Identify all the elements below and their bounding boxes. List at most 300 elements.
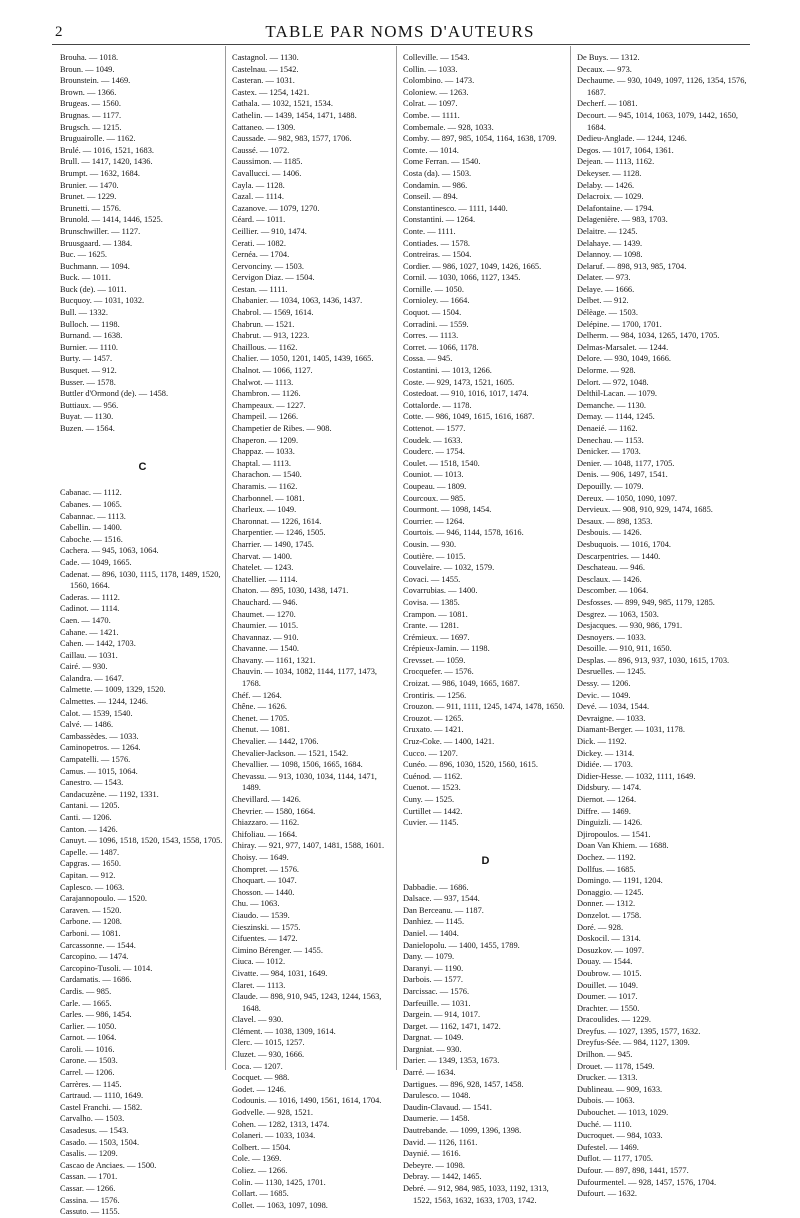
- index-entry: Carajannopoulo. — 1520.: [60, 894, 147, 904]
- index-entry: Buchmann. — 1094.: [60, 261, 130, 271]
- index-entry: Denier. — 1048, 1177, 1705.: [577, 458, 675, 468]
- index-entry: Charpentier. — 1246, 1505.: [232, 528, 326, 538]
- index-entry: Drilhon. — 945.: [577, 1050, 633, 1060]
- index-entry: Debeyre. — 1098.: [403, 1160, 465, 1170]
- index-entry: Darulesco. — 1048.: [403, 1091, 471, 1101]
- index-entry: Denis. — 906, 1497, 1541.: [577, 470, 668, 480]
- index-entry: Carrères. — 1145.: [60, 1079, 122, 1089]
- index-entry: Dollfus. — 1685.: [577, 864, 636, 874]
- index-entry: Carlier. — 1050.: [60, 1021, 117, 1031]
- index-entry: Cadinot. — 1114.: [60, 604, 120, 614]
- index-entry: Ceillier. — 910, 1474.: [232, 226, 307, 236]
- index-entry: Chauvin. — 1034, 1082, 1144, 1177, 1473, 1768.: [232, 667, 378, 689]
- index-entry: Degos. — 1017, 1064, 1361.: [577, 145, 674, 155]
- index-entry: Charvat. — 1400.: [232, 551, 293, 561]
- index-entry: Campatelli. — 1576.: [60, 755, 131, 765]
- index-entry: Brouha. — 1018.: [60, 53, 119, 62]
- index-entry: Dosuzkov. — 1097.: [577, 945, 644, 955]
- index-entry: Coquot. — 1504.: [403, 308, 462, 318]
- index-entry: Caussé. — 1072.: [232, 145, 290, 155]
- index-entry: Cimino Bérenger. — 1455.: [232, 945, 323, 955]
- index-entry: Coupeau. — 1809.: [403, 481, 467, 491]
- index-entry: Brown. — 1366.: [60, 87, 117, 97]
- index-entry: Cottalorde. — 1178.: [403, 400, 472, 410]
- index-entry: Couderc. — 1754.: [403, 447, 465, 457]
- index-entry: Cossa. — 945.: [403, 354, 453, 364]
- index-entry: Coca. — 1207.: [232, 1061, 283, 1071]
- index-entry: Bull. — 1332.: [60, 308, 108, 318]
- index-entry: Charachon. — 1540.: [232, 470, 302, 480]
- index-entry: Daynié. — 1616.: [403, 1149, 461, 1159]
- index-entry: Chavannaz. — 910.: [232, 632, 299, 642]
- index-entry: Chatelet. — 1243.: [232, 563, 294, 573]
- index-entry: Djiropoulos. — 1541.: [577, 829, 651, 839]
- column-divider: [225, 46, 226, 1070]
- index-entry: Chevillard. — 1426.: [232, 795, 301, 804]
- index-entry: Dinguizli. — 1426.: [577, 818, 643, 828]
- index-entry: Collart. — 1685.: [232, 1189, 289, 1199]
- index-entry: Covaci. — 1455.: [403, 574, 461, 584]
- index-entry: Desruelles. — 1245.: [577, 667, 646, 677]
- index-entry: Charbonnel. — 1081.: [232, 493, 305, 503]
- index-entry: Cascao de Anciaes. — 1500.: [60, 1160, 157, 1170]
- index-entry: Delaby. — 1426.: [577, 180, 635, 190]
- index-entry: Dickey. — 1314.: [577, 748, 635, 758]
- index-entry: Darré. — 1634.: [403, 1068, 456, 1078]
- section-letter: C: [138, 460, 147, 473]
- index-entry: Bucquoy. — 1031, 1032.: [60, 296, 145, 306]
- index-entry: Chifoliau. — 1664.: [232, 829, 298, 839]
- index-entry: Carvalho. — 1503.: [60, 1114, 125, 1124]
- index-entry: Brunschwiller. — 1127.: [60, 226, 141, 236]
- index-column-2: [232, 52, 397, 1210]
- index-entry: Cohen. — 1282, 1313, 1474.: [232, 1119, 330, 1129]
- index-entry: Cruz-Coke. — 1400, 1421.: [403, 737, 495, 747]
- page-number: 2: [55, 24, 63, 40]
- index-entry: Darget. — 1162, 1471, 1472.: [403, 1021, 501, 1031]
- index-entry: Cordier. — 986, 1027, 1049, 1426, 1665.: [403, 261, 542, 271]
- index-entry: Desclaux. — 1426.: [577, 574, 642, 584]
- index-entry: Contiades. — 1578.: [403, 238, 470, 248]
- index-entry: Burty. — 1457.: [60, 354, 113, 364]
- index-entry: Dan Berceanu. — 1187.: [403, 905, 484, 915]
- page-title: TABLE PAR NOMS D'AUTEURS: [265, 22, 535, 41]
- index-entry: Delaitre. — 1245.: [577, 226, 638, 236]
- index-entry: Denaeié. — 1162.: [577, 424, 638, 433]
- index-entry: Chenet. — 1705.: [232, 713, 290, 723]
- index-entry: Doskocil. — 1314.: [577, 934, 641, 944]
- index-entry: Cervonciny. — 1503.: [232, 261, 305, 271]
- index-entry: Codounis. — 1016, 1490, 1561, 1614, 1704.: [232, 1096, 382, 1106]
- index-entry: Cunéo. — 896, 1030, 1520, 1560, 1615.: [403, 760, 538, 770]
- blank-line: [403, 870, 568, 882]
- index-entry: Casalis. — 1209.: [60, 1149, 118, 1159]
- index-entry: Desplas. — 896, 913, 937, 1030, 1615, 1703.: [577, 655, 730, 665]
- index-entry: Darfeuille. — 1031.: [403, 998, 471, 1008]
- index-entry: Choquart. — 1047.: [232, 876, 297, 886]
- index-entry: Decherf. — 1081.: [577, 99, 638, 109]
- index-entry: Cernéa. — 1704.: [232, 250, 290, 260]
- index-entry: Coudek. — 1633.: [403, 435, 463, 445]
- index-entry: Carcopino. — 1474.: [60, 952, 129, 962]
- index-entry: Colleville. — 1543.: [403, 53, 470, 62]
- index-entry: Caboche. — 1516.: [60, 534, 123, 544]
- index-entry: Cuvier. — 1145.: [403, 818, 459, 828]
- index-entry: Chevalier. — 1442, 1706.: [232, 737, 319, 747]
- index-entry: Duflot. — 1177, 1705.: [577, 1154, 653, 1164]
- index-entry: Donaggio. — 1245.: [577, 887, 644, 897]
- index-entry: Corret. — 1066, 1178.: [403, 342, 479, 352]
- index-entry: Conseil. — 894.: [403, 192, 458, 202]
- index-entry: Ducroquet. — 984, 1033.: [577, 1131, 663, 1141]
- index-entry: Courcoux. — 985.: [403, 493, 466, 503]
- index-entry: Dufour. — 897, 898, 1441, 1577.: [577, 1166, 689, 1175]
- blank-line: [403, 829, 568, 841]
- index-entry: Chaillous. — 1162.: [232, 342, 298, 352]
- index-entry: Delafontaine. — 1794.: [577, 203, 654, 213]
- index-entry: Dreyfus. — 1027, 1395, 1577, 1632.: [577, 1026, 701, 1036]
- index-entry: Buyat. — 1130.: [60, 412, 114, 422]
- index-entry: Cathala. — 1032, 1521, 1534.: [232, 99, 333, 109]
- index-entry: Carrel. — 1206.: [60, 1068, 115, 1078]
- index-entry: Dreyfus-Sée. — 984, 1127, 1309.: [577, 1038, 690, 1048]
- index-entry: Charonnat. — 1226, 1614.: [232, 516, 322, 526]
- index-entry: Cabanac. — 1112.: [60, 488, 122, 498]
- index-entry: Caplesco. — 1063.: [60, 882, 125, 892]
- index-entry: Collet. — 1063, 1097, 1098.: [232, 1200, 328, 1210]
- index-entry: Brunier. — 1470.: [60, 180, 119, 190]
- index-entry: Burnand. — 1638.: [60, 331, 123, 341]
- index-entry: Debré. — 912, 984, 985, 1033, 1192, 1313, 1522, 1563, 1632, 1633, 1703, 1742.: [403, 1184, 549, 1205]
- index-entry: Burnier. — 1110.: [60, 342, 118, 352]
- index-entry: Godet. — 1246.: [232, 1084, 286, 1094]
- index-entry: Delahaye. — 1439.: [577, 238, 643, 248]
- index-entry: Cassina. — 1576.: [60, 1195, 120, 1205]
- index-entry: Collin. — 1033.: [403, 64, 458, 74]
- index-entry: Decourt. — 945, 1014, 1063, 1079, 1442, 1650, 1684.: [577, 110, 738, 132]
- index-entry: Danhiez. — 1145.: [403, 917, 465, 927]
- index-entry: Coliez. — 1266.: [232, 1166, 288, 1175]
- index-entry: De Buys. — 1312.: [577, 53, 640, 62]
- index-entry: Caroli. — 1016.: [60, 1044, 115, 1054]
- index-entry: Dubouchet. — 1013, 1029.: [577, 1108, 669, 1118]
- index-entry: Canuyt. — 1096, 1518, 1520, 1543, 1558, 1705.: [60, 836, 223, 846]
- index-entry: Capelle. — 1487.: [60, 847, 120, 857]
- index-entry: Devraigne. — 1033.: [577, 713, 646, 723]
- index-entry: Cabannac. — 1113.: [60, 511, 126, 521]
- index-entry: Chosson. — 1440.: [232, 887, 295, 897]
- index-entry: Doubrow. — 1015.: [577, 968, 642, 978]
- index-entry: Daudin-Clavaud. — 1541.: [403, 1102, 492, 1112]
- index-entry: Delacroix. — 1029.: [577, 192, 644, 202]
- index-entry: Brounstein. — 1469.: [60, 76, 131, 86]
- index-entry: Diamant-Berger. — 1031, 1178.: [577, 725, 685, 735]
- index-entry: Busquet. — 912.: [60, 366, 117, 376]
- index-entry: Castelnau. — 1542.: [232, 64, 299, 74]
- index-entry: Cousin. — 930.: [403, 539, 457, 549]
- index-entry: Chabanier. — 1034, 1063, 1436, 1437.: [232, 296, 363, 306]
- index-entry: Courmont. — 1098, 1454.: [403, 505, 492, 515]
- index-entry: Diernot. — 1264.: [577, 795, 637, 804]
- index-entry: Cornioley. — 1664.: [403, 296, 470, 306]
- page-header: [0, 20, 800, 44]
- index-entry: Dalsace. — 937, 1544.: [403, 894, 480, 904]
- index-entry: Dervieux. — 908, 910, 929, 1474, 1685.: [577, 505, 713, 515]
- index-entry: Camus. — 1015, 1064.: [60, 766, 138, 776]
- index-entry: Charrier. — 1490, 1745.: [232, 539, 314, 549]
- header-rule: [52, 44, 750, 45]
- index-entry: Corradini. — 1559.: [403, 319, 469, 329]
- index-entry: Chaumet. — 1270.: [232, 609, 296, 619]
- index-entry: Corres. — 1113.: [403, 331, 459, 341]
- index-entry: Chaton. — 895, 1030, 1438, 1471.: [232, 586, 349, 596]
- index-entry: Contreiras. — 1504.: [403, 250, 472, 260]
- index-entry: Cantani. — 1205.: [60, 801, 120, 811]
- index-entry: Cestan. — 1111.: [232, 284, 288, 294]
- index-entry: Delannoy. — 1098.: [577, 250, 643, 260]
- index-entry: Cuenot. — 1523.: [403, 783, 461, 793]
- index-entry: Claret. — 1113.: [232, 980, 286, 990]
- index-entry: Bulloch. — 1198.: [60, 319, 120, 329]
- index-entry: Daumerie. — 1458.: [403, 1114, 470, 1124]
- index-entry: Coloniew. — 1263.: [403, 87, 469, 97]
- index-entry: Castex. — 1254, 1421.: [232, 87, 310, 97]
- index-column-1: [60, 52, 225, 1217]
- index-entry: Chabrol. — 1569, 1614.: [232, 308, 314, 318]
- index-entry: Buck. — 1011.: [60, 273, 111, 283]
- index-entry: Caminopetros. — 1264.: [60, 743, 141, 753]
- index-entry: Casado. — 1503, 1504.: [60, 1137, 140, 1147]
- index-entry: Cruxato. — 1421.: [403, 725, 464, 735]
- index-entry: Didier-Hesse. — 1032, 1111, 1649.: [577, 771, 696, 781]
- index-entry: Chenut. — 1081.: [232, 725, 290, 735]
- index-entry: Crevsset. — 1059.: [403, 655, 466, 665]
- index-entry: Canestro. — 1543.: [60, 778, 124, 788]
- index-entry: Delaruf. — 898, 913, 985, 1704.: [577, 261, 687, 271]
- index-entry: Charleux. — 1049.: [232, 505, 297, 515]
- index-entry: Cardis. — 985.: [60, 986, 112, 996]
- index-entry: Delherm. — 984, 1034, 1265, 1470, 1705.: [577, 331, 720, 341]
- index-entry: Carboni. — 1081.: [60, 928, 121, 938]
- index-entry: Desfosses. — 899, 949, 985, 1179, 1285.: [577, 597, 715, 607]
- index-entry: Combe. — 1111.: [403, 110, 460, 120]
- index-entry: Cifuentes. — 1472.: [232, 934, 298, 944]
- index-entry: Decaux. — 973.: [577, 64, 632, 74]
- index-entry: Doan Van Khiem. — 1688.: [577, 841, 669, 851]
- index-entry: Buc. — 1625.: [60, 250, 107, 260]
- index-entry: Civatte. — 984, 1031, 1649.: [232, 968, 328, 978]
- index-entry: Dejean. — 1113, 1162.: [577, 157, 655, 167]
- index-entry: Caussimon. — 1185.: [232, 157, 303, 167]
- index-entry: Calvé. — 1486.: [60, 720, 114, 730]
- index-entry: Carcassonne. — 1544.: [60, 940, 136, 950]
- index-entry: Cavallucci. — 1406.: [232, 168, 302, 178]
- index-entry: Chauchard. — 946.: [232, 597, 298, 607]
- index-entry: Carles. — 986, 1454.: [60, 1010, 132, 1020]
- index-entry: Descomber. — 1064.: [577, 586, 649, 596]
- index-entry: Chêne. — 1626.: [232, 702, 287, 712]
- index-entry: Debray. — 1442, 1465.: [403, 1172, 482, 1182]
- index-entry: Brunetti. — 1576.: [60, 203, 121, 213]
- index-entry: Cade. — 1049, 1665.: [60, 557, 132, 567]
- index-entry: Costantini. — 1013, 1266.: [403, 366, 492, 376]
- index-entry: Dufourt. — 1632.: [577, 1189, 638, 1199]
- index-entry: Chappaz. — 1033.: [232, 447, 295, 457]
- index-entry: Darcissac. — 1576.: [403, 986, 470, 996]
- index-entry: Cuénod. — 1162.: [403, 771, 463, 781]
- index-entry: Caussade. — 982, 983, 1577, 1706.: [232, 134, 352, 144]
- index-entry: Delater. — 973.: [577, 273, 631, 283]
- index-entry: Dessy. — 1206.: [577, 679, 631, 689]
- index-entry: Brunold. — 1414, 1446, 1525.: [60, 215, 163, 225]
- index-entry: Cottenot. — 1577.: [403, 424, 466, 433]
- index-entry: Cole. — 1369.: [232, 1154, 282, 1164]
- index-entry: Chambron. — 1126.: [232, 389, 301, 399]
- index-column-4: [577, 52, 753, 1199]
- index-entry: Chéf. — 1264.: [232, 690, 282, 700]
- index-entry: Carbone. — 1208.: [60, 917, 122, 927]
- index-entry: Comte. — 1014.: [403, 145, 459, 155]
- index-entry: Caderas. — 1112.: [60, 592, 120, 602]
- index-entry: Desjacques. — 930, 986, 1791.: [577, 621, 683, 631]
- index-entry: Deschateau. — 946.: [577, 563, 645, 573]
- index-entry: Desgrez. — 1063, 1503.: [577, 609, 659, 619]
- index-entry: Dracoulides. — 1229.: [577, 1015, 651, 1025]
- index-entry: Douillet. — 1049.: [577, 980, 638, 990]
- index-entry: Buttiaux. — 956.: [60, 400, 119, 410]
- index-entry: Colaneri. — 1033, 1034.: [232, 1131, 316, 1141]
- index-entry: Darbois. — 1577.: [403, 975, 464, 985]
- index-entry: Dubois. — 1063.: [577, 1096, 635, 1106]
- index-entry: Desaux. — 898, 1353.: [577, 516, 653, 526]
- index-entry: Calmette. — 1009, 1329, 1520.: [60, 685, 166, 695]
- blank-line: [60, 435, 225, 447]
- index-entry: Chaperon. — 1209.: [232, 435, 299, 445]
- index-entry: Chu. — 1063.: [232, 899, 280, 909]
- index-entry: Capgras. — 1650.: [60, 859, 121, 869]
- index-entry: Castel Franchi. — 1582.: [60, 1102, 143, 1112]
- index-entry: Caillau. — 1031.: [60, 650, 118, 660]
- index-entry: Danielopolu. — 1400, 1455, 1789.: [403, 940, 520, 950]
- index-entry: Busser. — 1578.: [60, 377, 116, 387]
- column-divider: [570, 46, 571, 1070]
- index-entry: Caen. — 1470.: [60, 615, 111, 625]
- index-entry: Didsbury. — 1474.: [577, 783, 642, 793]
- index-entry: Godvelle. — 928, 1521.: [232, 1108, 313, 1118]
- index-entry: Cuny. — 1525.: [403, 795, 455, 804]
- index-entry: Diffre. — 1469.: [577, 806, 631, 816]
- index-entry: Covarrubias. — 1400.: [403, 586, 478, 596]
- index-entry: Canton. — 1426.: [60, 824, 118, 834]
- index-entry: Depouilly. — 1079.: [577, 481, 644, 491]
- index-entry: Claude. — 898, 910, 945, 1243, 1244, 1563, 1648.: [232, 992, 382, 1013]
- index-entry: Crante. — 1281.: [403, 621, 459, 631]
- index-entry: Demanche. — 1130.: [577, 400, 646, 410]
- index-entry: Delépine. — 1700, 1701.: [577, 319, 662, 329]
- index-entry: Cornille. — 1050.: [403, 284, 464, 294]
- index-entry: Cahane. — 1421.: [60, 627, 119, 637]
- index-entry: Casadesus. — 1543.: [60, 1126, 129, 1136]
- index-entry: Cabanes. — 1065.: [60, 499, 122, 509]
- index-entry: Crouzon. — 911, 1111, 1245, 1474, 1478, 1650.: [403, 702, 565, 712]
- index-entry: Cabellin. — 1400.: [60, 523, 122, 533]
- index-entry: Cucco. — 1207.: [403, 748, 458, 758]
- index-entry: Clément. — 1038, 1309, 1614.: [232, 1026, 336, 1036]
- index-entry: Brulé. — 1016, 1521, 1683.: [60, 145, 154, 155]
- index-entry: Condamin. — 986.: [403, 180, 468, 190]
- index-entry: Coutière. — 1015.: [403, 551, 466, 561]
- index-entry: Costa (da). — 1503.: [403, 168, 472, 178]
- index-entry: Calandra. — 1647.: [60, 673, 124, 683]
- blank-line: [403, 840, 568, 852]
- index-entry: Cotte. — 986, 1049, 1615, 1616, 1687.: [403, 412, 535, 422]
- index-entry: Doré. — 928.: [577, 922, 624, 932]
- index-entry: Chalnot. — 1066, 1127.: [232, 366, 313, 376]
- index-entry: Broun. — 1049.: [60, 64, 115, 74]
- index-entry: Dedieu-Anglade. — 1244, 1246.: [577, 134, 687, 144]
- index-entry: Cattaneo. — 1309.: [232, 122, 296, 132]
- index-entry: Chevallier. — 1098, 1506, 1665, 1684.: [232, 760, 363, 770]
- index-entry: Dargnat. — 1049.: [403, 1033, 464, 1043]
- index-entry: Cassan. — 1701.: [60, 1172, 118, 1182]
- index-entry: Devé. — 1034, 1544.: [577, 702, 650, 712]
- index-entry: Ciuca. — 1012.: [232, 957, 286, 967]
- index-entry: Colombino. — 1473.: [403, 76, 475, 86]
- index-entry: Carone. — 1503.: [60, 1056, 118, 1066]
- index-entry: Chaptal. — 1113.: [232, 458, 291, 468]
- section-letter: D: [481, 854, 490, 867]
- index-entry: Calot. — 1539, 1540.: [60, 708, 133, 718]
- index-entry: Chabrut. — 913, 1223.: [232, 331, 310, 341]
- index-entry: Delthil-Lacan. — 1079.: [577, 389, 658, 399]
- index-entry: Chabrun. — 1521.: [232, 319, 295, 329]
- index-entry: Douay. — 1544.: [577, 957, 633, 967]
- blank-line: [60, 446, 225, 458]
- index-entry: Dabbadie. — 1686.: [403, 882, 469, 892]
- index-entry: Couvelaire. — 1032, 1579.: [403, 563, 495, 573]
- index-entry: Calmettes. — 1244, 1246.: [60, 697, 148, 707]
- index-entry: Desoille. — 910, 911, 1650.: [577, 644, 672, 654]
- index-entry: Come Ferran. — 1540.: [403, 157, 481, 167]
- index-entry: Dekeyser. — 1128.: [577, 168, 642, 178]
- index-entry: Cayla. — 1128.: [232, 180, 285, 190]
- index-entry: Chompret. — 1576.: [232, 864, 299, 874]
- index-entry: Cazanove. — 1079, 1270.: [232, 203, 320, 213]
- index-entry: Combemale. — 928, 1033.: [403, 122, 494, 132]
- index-entry: Cornil. — 1030, 1066, 1127, 1345.: [403, 273, 521, 283]
- index-entry: David. — 1126, 1161.: [403, 1137, 478, 1147]
- index-entry: Colrat. — 1097.: [403, 99, 458, 109]
- index-entry: Dereux. — 1050, 1090, 1097.: [577, 493, 678, 503]
- index-entry: Doumer. — 1017.: [577, 992, 638, 1002]
- index-entry: Castagnol. — 1130.: [232, 53, 299, 62]
- index-entry: Champeil. — 1266.: [232, 412, 299, 422]
- index-entry: Courrier. — 1264.: [403, 516, 465, 526]
- index-entry: Costedoat. — 910, 1016, 1017, 1474.: [403, 389, 529, 399]
- index-entry: Cassar. — 1266.: [60, 1184, 116, 1193]
- index-entry: Couniot. — 1013.: [403, 470, 464, 480]
- index-entry: Candacuzène. — 1192, 1331.: [60, 789, 159, 799]
- index-entry: Canti. — 1206.: [60, 813, 112, 822]
- index-entry: Dargniat. — 930.: [403, 1044, 462, 1054]
- index-entry: Capitan. — 912.: [60, 870, 116, 880]
- index-entry: Drouet. — 1178, 1549.: [577, 1061, 655, 1071]
- index-entry: Dufourmentel. — 928, 1457, 1576, 1704.: [577, 1177, 717, 1187]
- index-entry: Chiray. — 921, 977, 1407, 1481, 1588, 1601.: [232, 841, 385, 851]
- index-entry: Cieszinski. — 1575.: [232, 922, 301, 932]
- index-entry: Brugeas. — 1560.: [60, 99, 121, 109]
- index-entry: Cassuto. — 1155.: [60, 1207, 120, 1217]
